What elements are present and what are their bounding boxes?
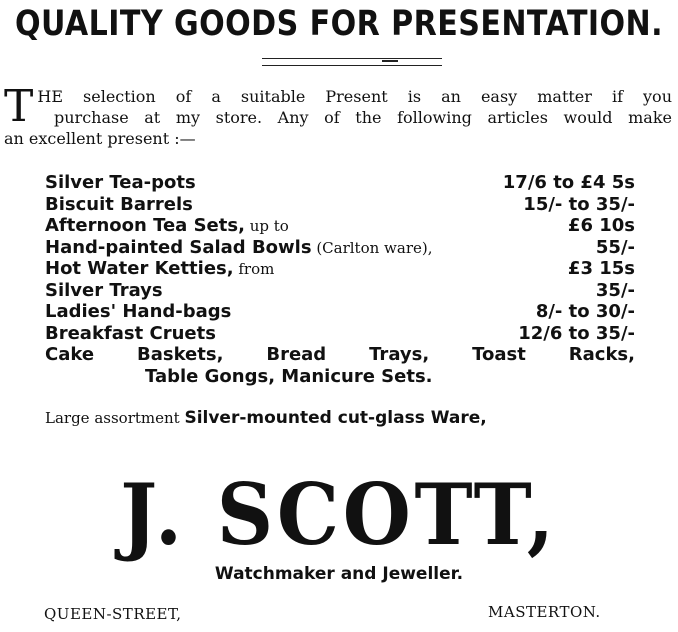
item-price: 8/- to 30/-: [535, 301, 635, 322]
item-price: 12/6 to 35/-: [518, 322, 635, 344]
assortment-prefix: Large assortment: [45, 409, 185, 427]
item-row: [45, 194, 635, 216]
item-name: Silver Tea-pots: [45, 172, 196, 193]
item-name: Biscuit Barrels: [45, 193, 193, 215]
intro-line-2: purchase at my store. Any of the following articles would make: [54, 108, 672, 127]
address-street: QUEEN-STREET,: [44, 605, 182, 623]
item-price: 15/- to 35/-: [523, 193, 635, 215]
item-row: [45, 323, 635, 345]
item-name: Ladies' Hand-bags: [45, 301, 232, 322]
assortment-bold: Silver-mounted cut-glass Ware,: [184, 408, 487, 428]
item-name: Silver Trays: [45, 279, 163, 301]
address-town: MASTERTON.: [488, 603, 601, 621]
intro-paragraph: [4, 81, 672, 149]
item-price: £3 15s: [567, 258, 635, 279]
decorative-rule: [262, 58, 442, 66]
headline: QUALITY GOODS FOR PRESENTATION.: [14, 4, 664, 44]
item-row: [45, 280, 635, 302]
item-name: Afternoon Tea Sets,: [45, 215, 245, 236]
misc-items-line-2: Table Gongs, Manicure Sets.: [145, 366, 433, 387]
item-row: [45, 301, 635, 323]
item-name: Hand-painted Salad Bowls: [45, 236, 312, 258]
proprietor-name: J. SCOTT,: [120, 465, 558, 564]
item-note: from: [233, 260, 275, 278]
item-name: Breakfast Cruets: [45, 322, 216, 344]
item-note: (Carlton ware),: [311, 238, 433, 257]
intro-line-3: an excellent present :—: [4, 129, 196, 148]
item-note: up to: [244, 217, 289, 235]
item-row: [45, 215, 635, 237]
item-row: [45, 172, 635, 194]
assortment-line: [45, 408, 645, 428]
trade-line: Watchmaker and Jeweller.: [214, 564, 464, 584]
item-list: [45, 172, 635, 388]
item-price: 35/-: [595, 279, 635, 301]
item-row: [45, 258, 635, 280]
misc-items-line-1: Cake Baskets, Bread Trays, Toast Racks,: [45, 344, 635, 365]
item-price: 17/6 to £4 5s: [502, 172, 635, 193]
drop-cap: T: [4, 81, 34, 132]
item-price: 55/-: [595, 236, 635, 258]
item-row: [45, 237, 635, 259]
intro-line-1: HE selection of a suitable Present is an easy matter if you: [37, 87, 672, 106]
item-name: Hot Water Ketties,: [45, 258, 234, 279]
item-price: £6 10s: [567, 215, 635, 236]
